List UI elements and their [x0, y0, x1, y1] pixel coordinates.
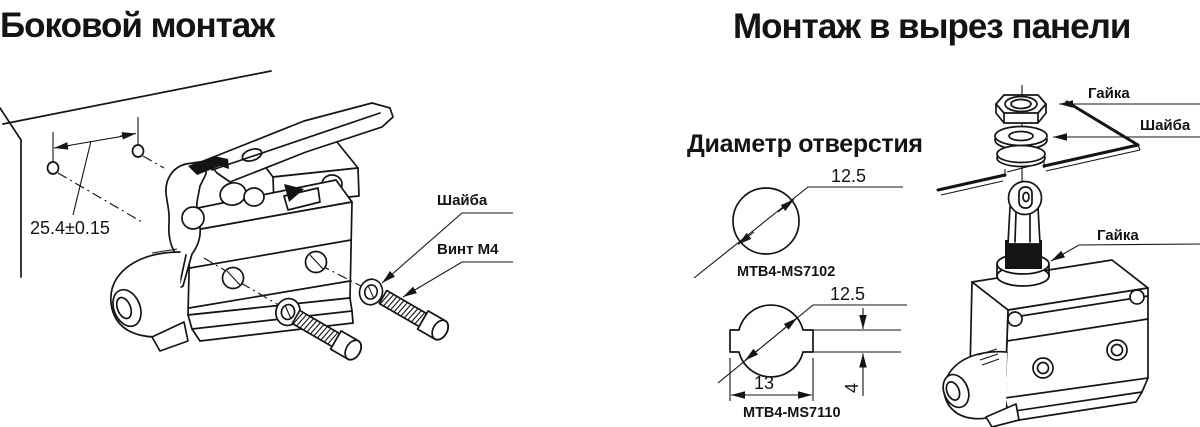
flat-label-4: 4: [842, 382, 862, 393]
panel-mount-title: Монтаж в вырез панели: [733, 7, 1131, 46]
dim-hole-spacing-label: 25.4±0.15: [30, 218, 110, 238]
width-label-13: 13: [754, 373, 775, 393]
nut-label-bottom: Гайка: [1097, 227, 1139, 244]
hole-drawing-7102: [694, 166, 903, 280]
side-mount-title: Боковой монтаж: [0, 6, 275, 45]
panel-mount-callouts: [1051, 85, 1200, 261]
washer-label-right: Шайба: [1140, 117, 1191, 134]
dia-label-7102: 12.5: [831, 166, 867, 186]
roller-plunger: [1008, 182, 1042, 245]
side-mount-callouts: [382, 192, 513, 297]
lever-switch-drawing: [108, 103, 393, 351]
flat-depth-dimension: [813, 308, 901, 396]
hole-drawing-7110: [718, 284, 907, 421]
hole-diameter-heading: Диаметр отверстия: [687, 130, 923, 158]
mounting-screw-1: [291, 308, 365, 363]
model-7110: MTB4-MS7110: [743, 405, 841, 421]
side-mount-section: [0, 6, 513, 363]
hole-centerlines: [53, 117, 138, 162]
exploded-assembly: [938, 85, 1200, 427]
mounting-axis-1: [58, 173, 142, 222]
spring-washer: [997, 146, 1045, 167]
screw-label: Винт М4: [437, 241, 499, 258]
mounting-axis-2: [143, 156, 164, 168]
hex-nut: [996, 95, 1046, 123]
dimension-25-4: [30, 134, 136, 239]
panel-mount-section: [687, 7, 1200, 427]
washer-label-left: Шайба: [437, 192, 488, 209]
wall-holes: [48, 145, 144, 174]
model-7102: MTB4-MS7102: [737, 264, 836, 280]
side-plunger-cone: [108, 252, 188, 351]
dia-label-7110: 12.5: [830, 284, 866, 304]
nut-label-top: Гайка: [1088, 85, 1130, 102]
mounting-screw-2: [378, 288, 452, 343]
